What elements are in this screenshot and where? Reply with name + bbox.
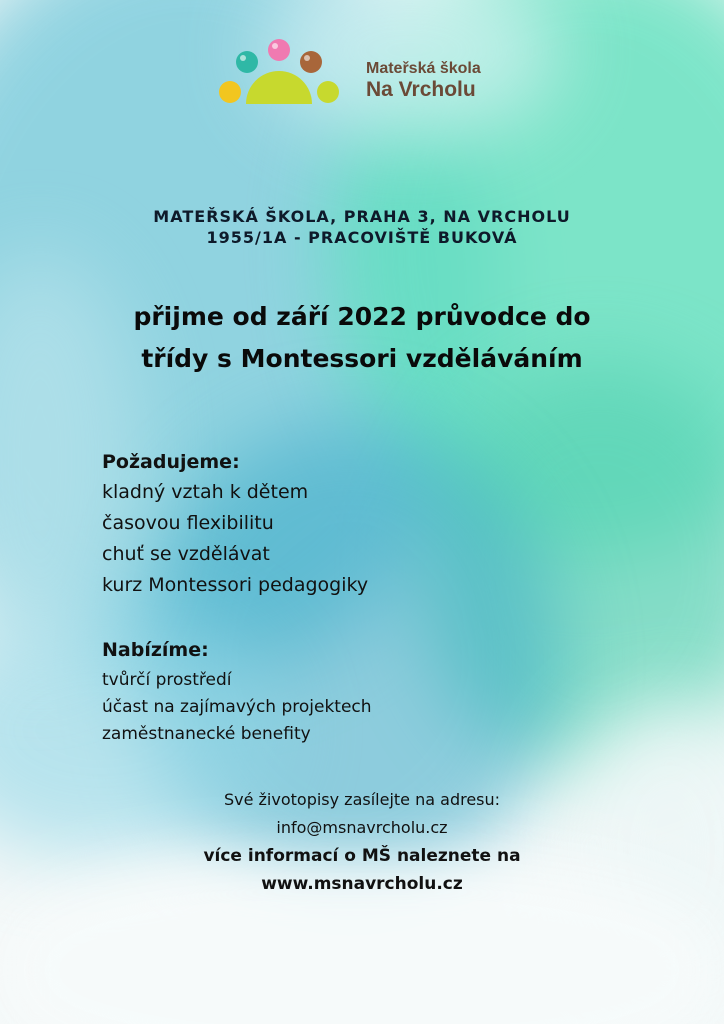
more-info-text: více informací o MŠ naleznete na [203, 846, 521, 866]
list-item: časovou flexibilitu [102, 512, 274, 534]
header-line-2: 1955/1A - PRACOVIŠTĚ BUKOVÁ [206, 228, 518, 247]
offers-list [102, 667, 372, 748]
school-header [60, 206, 664, 248]
list-item: účast na zajímavých projektech [102, 697, 372, 717]
requirements-section [102, 447, 368, 601]
offers-title: Nabízíme: [102, 639, 209, 661]
logo-mark-icon [214, 38, 344, 108]
school-logo [214, 38, 514, 108]
requirements-title: Požadujeme: [102, 451, 240, 473]
list-item: kladný vztah k dětem [102, 481, 309, 503]
contact-email: info@msnavrcholu.cz [276, 818, 448, 837]
list-item: zaměstnanecké benefity [102, 724, 311, 744]
job-headline [40, 296, 684, 380]
contact-intro: Své životopisy zasílejte na adresu: [223, 790, 501, 809]
logo-line-2: Na Vrcholu [366, 78, 476, 102]
logo-text [366, 60, 481, 103]
headline-line-1: přijme od září 2022 průvodce do [133, 302, 591, 331]
headline-line-2: třídy s Montessori vzděláváním [141, 344, 583, 373]
offers-section [102, 633, 372, 748]
requirements-list [102, 477, 368, 601]
logo-line-1: Mateřská škola [366, 60, 481, 77]
header-line-1: MATEŘSKÁ ŠKOLA, PRAHA 3, NA VRCHOLU [153, 207, 571, 226]
list-item: kurz Montessori pedagogiky [102, 574, 369, 596]
list-item: chuť se vzdělávat [102, 543, 270, 565]
website-address: www.msnavrcholu.cz [261, 874, 463, 894]
contact-section [100, 786, 624, 898]
list-item: tvůrčí prostředí [102, 670, 232, 690]
